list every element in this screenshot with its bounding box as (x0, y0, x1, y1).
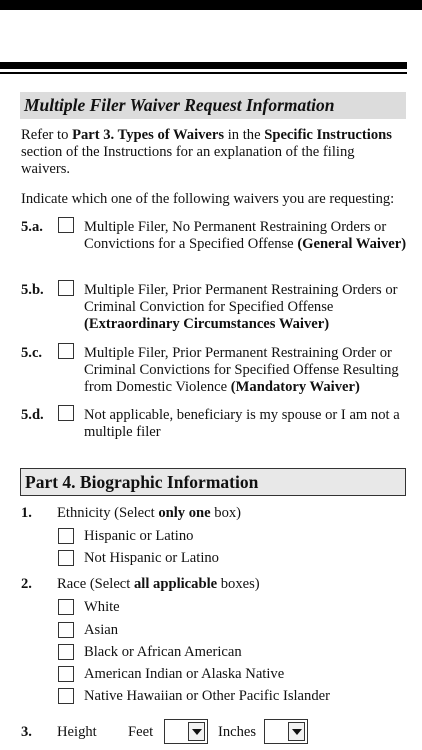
checkbox-white[interactable] (58, 599, 74, 615)
item-text: Multiple Filer, Prior Permanent Restraining Order or Criminal Convictions for Specified Offense Resulting from Domestic Violence (Mandatory Waiver) (84, 345, 399, 395)
checkbox-black[interactable] (58, 644, 74, 660)
option-label: Not Hispanic or Latino (84, 550, 219, 566)
item-number: 5.a. (21, 219, 43, 235)
intro-text-2: in the (224, 127, 265, 143)
item-number: 5.d. (21, 407, 44, 423)
intro-text-3: section of the Instructions for an explanation of the filing waivers. (21, 144, 355, 177)
question-number: 1. (21, 505, 32, 521)
checkbox-5a[interactable] (58, 217, 74, 233)
checkbox-pacific-islander[interactable] (58, 688, 74, 704)
waiver-prompt: Indicate which one of the following waivers you are requesting: (21, 191, 395, 207)
height-label: Height (57, 724, 97, 740)
item-text: Not applicable, beneficiary is my spouse or I am not a multiple filer (84, 407, 400, 440)
option-label: Native Hawaiian or Other Pacific Islander (84, 688, 330, 704)
intro-text-1: Refer to (21, 127, 73, 143)
waiver-section-title: Multiple Filer Waiver Request Information (20, 92, 406, 119)
checkbox-not-hispanic[interactable] (58, 550, 74, 566)
section-divider-thin (0, 72, 407, 74)
inches-label: Inches (218, 724, 257, 740)
waiver-intro (21, 127, 406, 178)
intro-ref-specific-instructions: Specific Instructions (264, 127, 392, 143)
question-number: 2. (21, 576, 32, 592)
question-number: 3. (21, 724, 32, 740)
item-number: 5.c. (21, 345, 43, 361)
feet-select[interactable] (164, 719, 208, 744)
checkbox-5d[interactable] (58, 405, 74, 421)
dropdown-arrow-icon[interactable] (288, 722, 305, 741)
option-label: White (84, 599, 120, 615)
option-label: Hispanic or Latino (84, 528, 194, 544)
item-text: Multiple Filer, Prior Permanent Restraining Orders or Criminal Conviction for Specified Offense (Extraordinary Circumstances Waiver) (84, 282, 398, 332)
ethnicity-label: Ethnicity (Select only one box) (57, 505, 242, 521)
feet-label: Feet (128, 724, 154, 740)
checkbox-5b[interactable] (58, 280, 74, 296)
race-label: Race (Select all applicable boxes) (57, 576, 260, 592)
item-number: 5.b. (21, 282, 44, 298)
option-label: American Indian or Alaska Native (84, 666, 285, 682)
option-label: Black or African American (84, 644, 242, 660)
inches-select[interactable] (264, 719, 308, 744)
section-divider-thick (0, 62, 407, 69)
checkbox-hispanic[interactable] (58, 528, 74, 544)
intro-ref-part3: Part 3. Types of Waivers (72, 127, 225, 143)
checkbox-5c[interactable] (58, 343, 74, 359)
item-text: Multiple Filer, No Permanent Restraining Orders or Convictions for a Specified Offense (General Waiver) (84, 219, 407, 252)
checkbox-american-indian[interactable] (58, 666, 74, 682)
part4-title: Part 4. Biographic Information (20, 468, 406, 496)
top-border (0, 0, 422, 10)
checkbox-asian[interactable] (58, 622, 74, 638)
option-label: Asian (84, 622, 119, 638)
dropdown-arrow-icon[interactable] (188, 722, 205, 741)
